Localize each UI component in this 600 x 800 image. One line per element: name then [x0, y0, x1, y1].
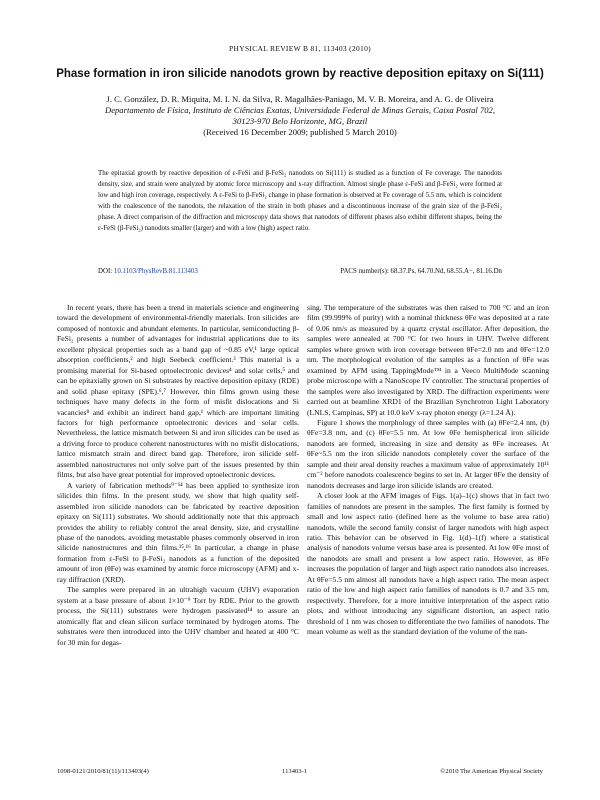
page-footer	[57, 768, 543, 775]
doi-label: DOI:	[98, 268, 113, 275]
footer-copyright: ©2010 The American Physical Society	[440, 768, 543, 775]
author-list: J. C. González, D. R. Miquita, M. I. N. da Silva, R. Magalhães-Paniago, M. V. B. Moreira, and A. G. de Oliveira	[106, 94, 494, 104]
paragraph: A closer look at the AFM images of Figs. 1(a)–1(c) shows that in fact two families of nanodots are present in the samples. The first family is formed by small and low aspect ratio (defined here as the volume to base area ratio) nanodots, while the second family consist of larger nanodots with high aspect ratio. This behavior can be observed in Fig. 1(d)–1(f) where a statistical analysis of nanodots volume versus base area is presented. At low θFe most of the nanodots are small and present a low aspect ratio. However, as θFe increases the population of larger and high aspect ratio nanodots also increases. At θFe=5.5 nm almost all nanodots have a high aspect ratio. The mean aspect ratio of the low and high aspect ratio families of nanodots is 0.7 and 3.5 nm, respectively. Therefore, for a more intuitive interpretation of the aspect ratio plots, and without introducing any significant distortion, an aspect ratio threshold of 1 nm was chosen to differentiate the two families of nanodots. The mean volume as well as the standard deviation of the volume of the nan-	[307, 491, 549, 637]
paragraph: In recent years, there has been a trend in materials science and engineering toward the development of environmental-friendly materials. Iron silicides are composed of nontoxic and abundant elements. In particular, semiconducting β-FeSi₂ presents a number of advantages for industrial applications due to its excellent physical properties such as a band gap of ~0.85 eV,¹ large optical absorption coefficients,² and high Seebeck coefficient.³ This material is a promising material for Si-based optoelectronic devices⁴ and solar cells,⁵ and can be epitaxially grown on Si substrates by reactive deposition epitaxy (RDE) and solid phase epitaxy (SPE).⁶,⁷ However, thin films grown using these techniques have many defects in the form of misfit dislocations and Si vacancies⁸ and exhibit an indirect band gap,¹ which are important limiting factors for high performance optoelectronic devices and solar cells. Nevertheless, the lattice mismatch between Si and iron silicides can be used as a driving force to produce coherent nanostructures with no misfit dislocations, lattice mismatch strain and direct band gap. Therefore, iron silicide self-assembled nanostructures not only solve part of the issues presented by thin films, but also have great potential for improved optoelectronic devices.	[57, 303, 299, 480]
paragraph: The samples were prepared in an ultrahigh vacuum (UHV) evaporation system at a base pressure of about 1×10⁻⁹ Torr by RDE. Prior to the growth process, the Si(111) substrates were hydrogen passivated¹⁴ to assure an atomically flat and clean silicon surface terminated by hydrogen atoms. The substrates were then introduced into the UHV chamber and heated at 400 °C for 30 min for degas-	[57, 585, 299, 647]
received-dates: (Received 16 December 2009; published 5 March 2010)	[203, 127, 397, 137]
pacs-numbers: PACS number(s): 68.37.Ps, 64.70.Nd, 68.55.A−, 81.16.Dn	[340, 268, 502, 275]
paragraph: A variety of fabrication methods⁹⁻¹⁴ has been applied to synthesize iron silicides thin films. In the present study, we show that high quality self-assembled iron silicide nanodots can be fabricated by reactive deposition epitaxy on Si(111) substrates. We should additionally note that this approach provides the ability to reliably control the areal density, size, and crystalline phase of the nanodots, avoiding metastable phases commonly observed in iron silicide nanostructures and thin films.¹⁵,¹⁶ In particular, a change in phase formation from ε-FeSi to β-FeSi₂ nanodots as a function of the deposited amount of iron (θFe) was examined by atomic force microscopy (AFM) and x-ray diffraction (XRD).	[57, 480, 299, 584]
doi-link[interactable]: 10.1103/PhysRevB.81.113403	[113, 268, 198, 275]
paragraph: sing. The temperature of the substrates was then raised to 700 °C and an iron film (99.999% of purity) with a nominal thickness θFe was deposited at a rate of 0.06 nm/s as measured by a quartz crystal oscillator. After deposition, the samples were annealed at 700 °C for two hours in UHV. Twelve different samples where grown with iron coverage between θFe=2.0 nm and θFe=12.0 nm. The morphological evolution of the samples as a function of θFe was examined by AFM using TappingMode™ in a Veeco MultiMode scanning probe microscope with a NanoScope IV controller. The structural properties of the samples were also investigated by XRD. The diffraction experiments were carried out at beamline XRD1 of the Brazilian Synchrotron Light Laboratory (LNLS, Campinas, SP) at 10.0 keV x-ray photon energy (λ=1.24 Å).	[307, 303, 549, 417]
doi-block	[98, 268, 198, 275]
affiliation-line-1: Departamento de Física, Instituto de Ciências Exatas, Universidade Federal de Minas Gerais, Caixa Postal 702,	[104, 105, 495, 115]
paper-title: Phase formation in iron silicide nanodots grown by reactive deposition epitaxy on Si(111)	[56, 68, 544, 80]
doi-pacs-line	[98, 268, 502, 275]
author-block	[40, 94, 560, 138]
affiliation-line-2: 30123-970 Belo Horizonte, MG, Brazil	[232, 116, 368, 126]
footer-page-number: 113403-1	[282, 768, 308, 775]
abstract: The epitaxial growth by reactive deposition of ε-FeSi and β-FeSi₂ nanodots on Si(111) is studied as a function of Fe coverage. The nanodots density, size, and strain were analyzed by atomic force microscopy and x-ray diffraction. Almost single phase ε-FeSi and β-FeSi₂ were formed at low and high iron coverage, respectively. A ε-FeSi to β-FeSi₂ change in phase formation is observed at Fe coverage of 5.5 nm, which is coincident with the coalescence of the nanodots, the relaxation of the strain in both phases and a discontinuous increase of the grain size of the β-FeSi₂ phase. A direct comparison of the diffraction and microscopy data shows that nanodots of different phases also exhibit different shapes, being the ε-FeSi (β-FeSi₂) nanodots smaller (larger) and with a low (high) aspect ratio.	[98, 170, 502, 233]
body-column-left	[57, 303, 299, 648]
paragraph: Figure 1 shows the morphology of three samples with (a) θFe=2.4 nm, (b) θFe=3.8 nm, and (c) θFe=5.5 nm. At low θFe hemispherical iron silicide nanodots are formed, increasing in size and density as θFe increases. At θFe~5.5 nm the iron silicide nanodots completely cover the surface of the sample and their areal density reaches a maximum value of approximately 10¹¹ cm⁻² before nanodots coalescence begins to set in. At larger θFe the density of nanodots decreases and large iron silicide islands are created.	[307, 417, 549, 490]
body-column-right	[307, 303, 549, 638]
footer-issn: 1098-0121/2010/81(11)/113403(4)	[57, 768, 149, 775]
running-header: PHYSICAL REVIEW B 81, 113403 (2010)	[229, 44, 371, 53]
